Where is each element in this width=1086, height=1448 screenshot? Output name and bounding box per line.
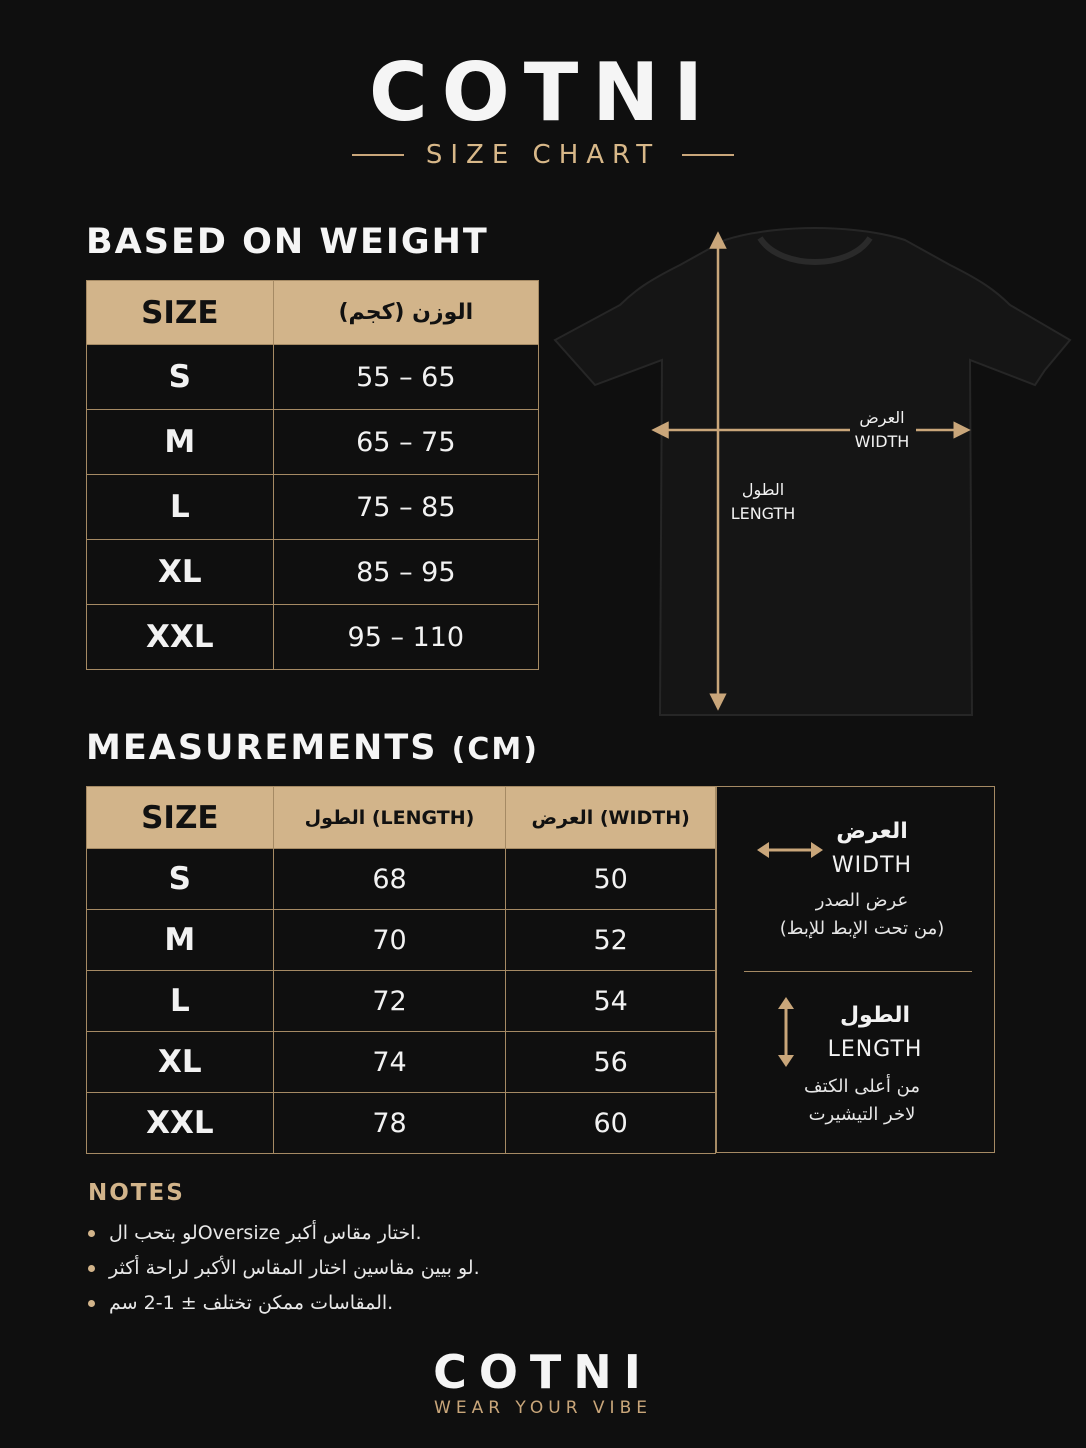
header-weight: الوزن (كجم)	[273, 281, 538, 345]
length-cell: 70	[273, 910, 506, 971]
table-row	[87, 410, 539, 475]
brand-logo: COTNI	[368, 46, 717, 139]
horizontal-arrow-icon	[757, 839, 823, 861]
legend-length-desc-line1: من أعلى الكتف	[804, 1076, 920, 1097]
bullet-icon	[88, 1265, 95, 1272]
note-text: لو بيين مقاسين اختار المقاس الأكبر لراحة أكثر.	[109, 1257, 480, 1279]
subtitle-row	[0, 140, 1086, 170]
size-cell: XL	[87, 1032, 274, 1093]
table-row	[87, 1093, 716, 1154]
length-cell: 78	[273, 1093, 506, 1154]
measurement-legend	[716, 786, 995, 1153]
divider-left	[352, 154, 404, 156]
length-cell: 68	[273, 849, 506, 910]
footer-tagline: WEAR YOUR VIBE	[434, 1398, 652, 1418]
weight-table-header	[87, 281, 539, 345]
width-cell: 54	[506, 971, 716, 1032]
size-cell: M	[87, 410, 274, 475]
table-row	[87, 605, 539, 670]
table-row	[87, 1032, 716, 1093]
legend-width-desc-line1: عرض الصدر	[815, 890, 909, 911]
measurements-table-header	[87, 787, 716, 849]
table-row	[87, 540, 539, 605]
size-cell: M	[87, 910, 274, 971]
legend-width-desc	[737, 887, 987, 943]
width-label-en: WIDTH	[854, 432, 910, 451]
measurements-title-text: MEASUREMENTS	[86, 728, 438, 768]
header-width: العرض (WIDTH)	[506, 787, 716, 849]
legend-length-desc	[737, 1073, 987, 1129]
width-label-ar: العرض	[859, 408, 905, 427]
weight-cell: 65 – 75	[273, 410, 538, 475]
note-text: المقاسات ممكن تختلف ± 1-2 سم.	[109, 1292, 394, 1314]
length-cell: 74	[273, 1032, 506, 1093]
vertical-arrow-icon	[775, 997, 797, 1067]
note-text: لو بتحب الOversize اختار مقاس أكبر.	[109, 1222, 422, 1244]
table-row	[87, 345, 539, 410]
width-cell: 56	[506, 1032, 716, 1093]
table-row	[87, 475, 539, 540]
size-cell: XXL	[87, 1093, 274, 1154]
weight-table	[86, 280, 539, 670]
bullet-icon	[88, 1230, 95, 1237]
weight-cell: 95 – 110	[273, 605, 538, 670]
weight-section-title: BASED ON WEIGHT	[86, 222, 489, 262]
size-cell: L	[87, 971, 274, 1032]
width-cell: 52	[506, 910, 716, 971]
legend-length-ar: الطول	[839, 1003, 911, 1028]
length-cell: 72	[273, 971, 506, 1032]
tshirt-diagram	[550, 210, 1080, 730]
length-label-en: LENGTH	[730, 504, 796, 523]
weight-cell: 75 – 85	[273, 475, 538, 540]
size-cell: XXL	[87, 605, 274, 670]
length-label	[722, 478, 804, 526]
table-row	[87, 910, 716, 971]
table-row	[87, 971, 716, 1032]
table-row	[87, 849, 716, 910]
footer-logo: COTNI	[433, 1345, 653, 1399]
width-label	[842, 406, 922, 454]
legend-length-desc-line2: لاخر التيشيرت	[808, 1104, 916, 1125]
header-length: الطول (LENGTH)	[273, 787, 506, 849]
legend-width-desc-line2: (من تحت الإبط للإبط)	[779, 918, 945, 939]
weight-cell: 55 – 65	[273, 345, 538, 410]
note-item	[88, 1292, 393, 1314]
header-size: SIZE	[87, 787, 274, 849]
legend-divider	[744, 971, 972, 972]
width-cell: 60	[506, 1093, 716, 1154]
length-label-ar: الطول	[741, 480, 785, 499]
bullet-icon	[88, 1300, 95, 1307]
legend-width-en: WIDTH	[831, 853, 913, 878]
measurements-table	[86, 786, 716, 1154]
header-size: SIZE	[87, 281, 274, 345]
size-cell: S	[87, 849, 274, 910]
weight-cell: 85 – 95	[273, 540, 538, 605]
width-cell: 50	[506, 849, 716, 910]
size-cell: L	[87, 475, 274, 540]
measurements-section-title	[86, 728, 539, 768]
note-item	[88, 1222, 421, 1244]
divider-right	[682, 154, 734, 156]
measurements-unit: (CM)	[451, 732, 539, 767]
page-subtitle: SIZE CHART	[425, 140, 661, 170]
note-item	[88, 1257, 480, 1279]
tshirt-shape	[555, 228, 1070, 715]
legend-width-ar: العرض	[836, 819, 908, 844]
size-cell: XL	[87, 540, 274, 605]
size-cell: S	[87, 345, 274, 410]
notes-title: NOTES	[88, 1180, 185, 1206]
legend-length-en: LENGTH	[827, 1037, 923, 1062]
